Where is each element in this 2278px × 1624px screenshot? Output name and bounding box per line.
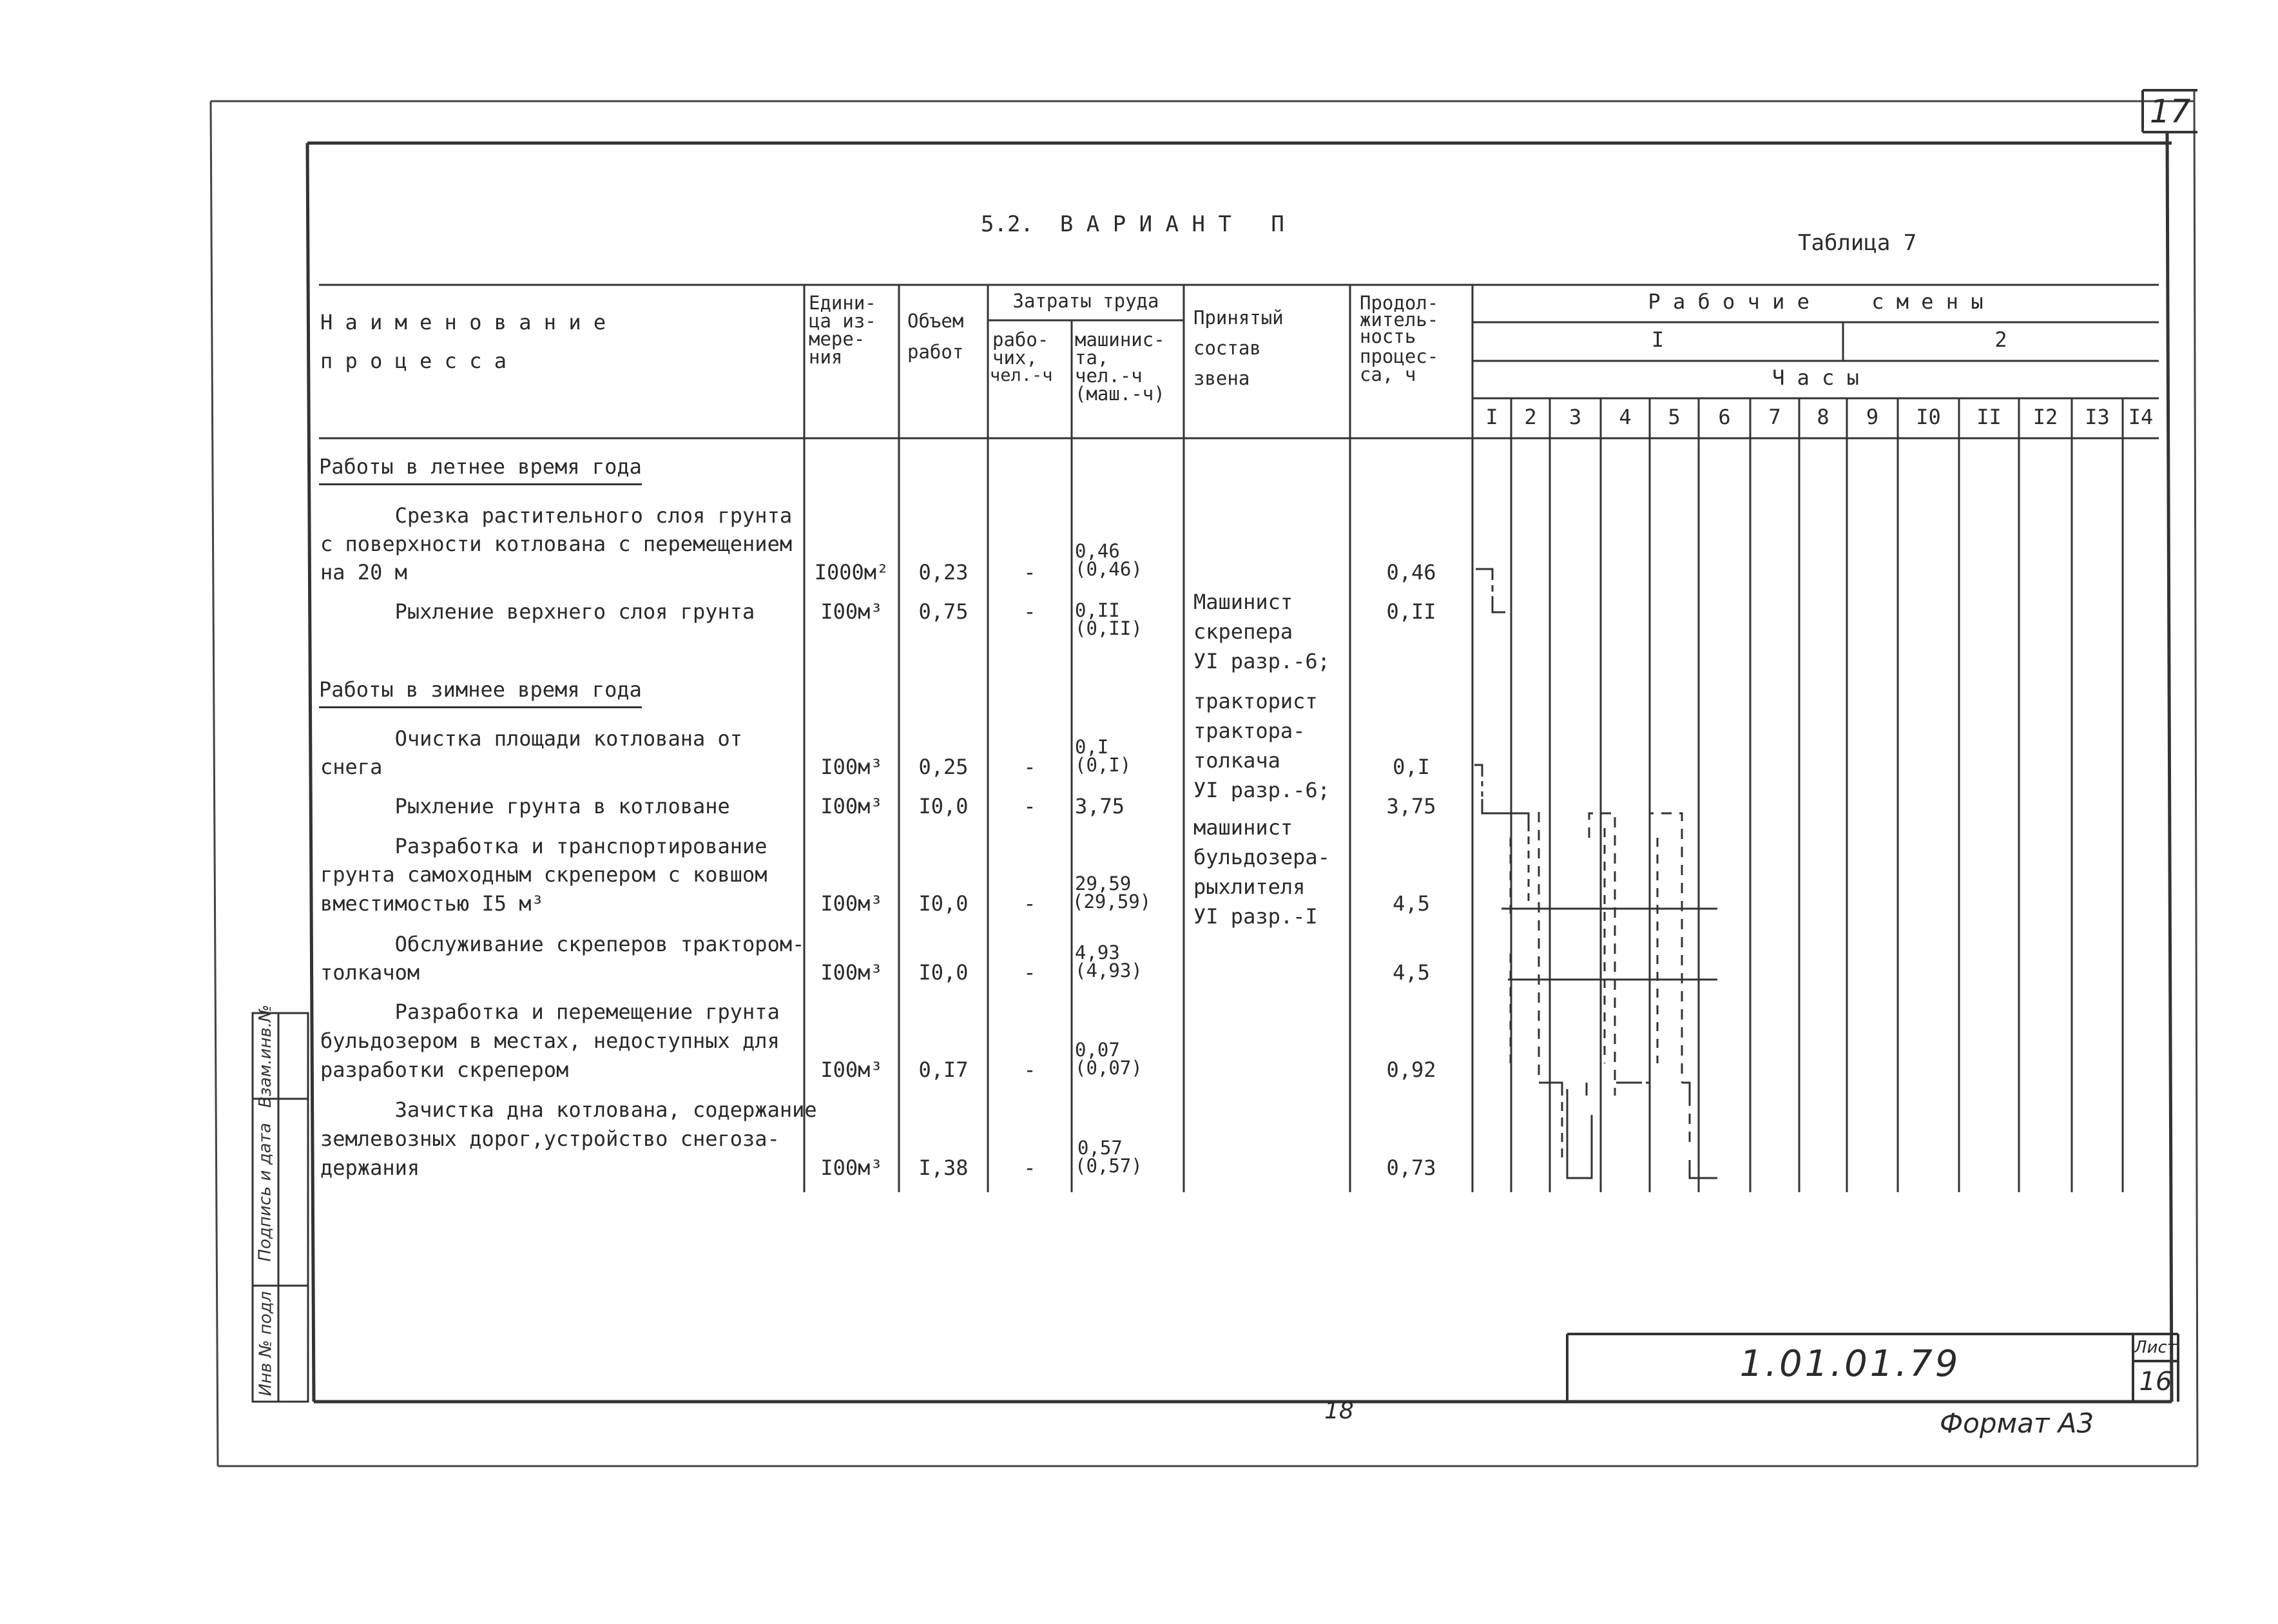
header-unit-4: ния [809,346,843,368]
header-shift-2: 2 [1994,327,2007,352]
document-code: 1.01.01.79 [1739,1343,1961,1385]
row-duration: 0,92 [1386,1058,1436,1082]
row-volume: 0,25 [918,755,969,779]
hour-number: 5 [1668,405,1681,429]
header-name-2: п р о ц е с с а [320,349,507,373]
header-workers-2: чих, [992,347,1038,369]
row-machinists: 0,II [1075,599,1120,621]
row-workers: - [1023,755,1036,779]
table-label: Таблица 7 [1798,230,1917,256]
header-machinists-4: (маш.-ч) [1075,383,1165,405]
row-volume: I0,0 [918,794,969,818]
header-crew-1: Принятый [1193,307,1284,329]
crew-line: УI разр.-I [1193,904,1318,929]
row-workers: - [1023,794,1036,818]
row-duration: 0,73 [1386,1155,1436,1180]
row-name-line: Разработка и перемещение грунта [320,1000,780,1024]
row-name-line: Зачистка дна котлована, содержание [320,1097,817,1122]
row-machinists: (4,93) [1075,960,1143,981]
row-workers: - [1023,1155,1036,1180]
row-machinists: 0,46 [1075,540,1120,562]
header-labor-group: Затраты труда [1012,290,1159,312]
stamp-replacement-inv [253,1004,278,1108]
header-unit-3: мере- [809,328,865,350]
row-machinists: (0,46) [1075,558,1143,580]
row-machinists: 0,57 [1077,1137,1123,1159]
hour-number: 3 [1569,405,1582,429]
crew-line: трактора- [1193,719,1306,743]
row-workers: - [1023,560,1036,585]
header-duration-3: ность [1360,325,1416,347]
row-name-line: снега [320,755,383,779]
row-duration: 4,5 [1393,960,1430,985]
row-duration: 4,5 [1393,891,1430,916]
row-workers: - [1023,599,1036,624]
hour-number: I2 [2032,405,2058,429]
row-volume: 0,23 [918,560,969,585]
crew-line: УI разр.-6; [1193,649,1330,673]
row-name-line: разработки скрепером [320,1058,569,1082]
row-duration: 0,I [1393,755,1430,779]
row-volume: I,38 [918,1155,969,1180]
hour-number: 7 [1768,405,1781,429]
row-name-line: Срезка растительного слоя грунта [320,503,793,528]
row-machinists: (0,07) [1075,1057,1143,1079]
row-name-line: Очистка площади котлована от [320,726,743,751]
stamp-replacement-inv-label: Взам.инв.№ [256,1004,275,1108]
header-duration-1: Продол- [1360,292,1439,314]
row-unit: I00м³ [820,1058,883,1082]
row-unit: I00м³ [820,599,883,624]
row-name-line: грунта самоходным скрепером с ковшом [320,862,767,887]
hour-number: I [1485,405,1498,429]
row-unit: I00м³ [820,960,883,985]
hour-number: I4 [2128,405,2154,429]
crew-line: бульдозера- [1193,845,1330,869]
hour-number: 2 [1524,405,1537,429]
header-volume-1: Объем [907,310,964,332]
header-workers-1: рабо- [992,329,1049,351]
sheet-label: Лист [2134,1338,2177,1357]
header-unit-2: ца из- [809,310,876,332]
hour-number: 8 [1817,405,1829,429]
crew-line: рыхлителя [1193,875,1306,899]
stamp-inv-no [253,1286,278,1402]
header-duration-5: са, ч [1360,363,1416,385]
hour-number: 9 [1866,405,1879,429]
row-machinists: 29,59 [1075,873,1132,894]
row-duration: 3,75 [1386,794,1436,818]
row-unit: I00м³ [820,794,883,818]
row-name-line: Рыхление верхнего слоя грунта [320,599,755,624]
row-name-line: на 20 м [320,560,407,585]
stamp-signature-date [253,1099,278,1286]
page-title: 5.2. В А Р И А Н Т П [981,211,1284,237]
row-machinists: 0,I [1075,736,1109,758]
format-label: Формат А3 [1940,1407,2094,1439]
row-duration: 0,46 [1386,560,1436,585]
hour-number: 6 [1718,405,1731,429]
row-name-line: Обслуживание скреперов трактором- [320,932,805,956]
row-name-line: землевозных дорог,устройство снегоза- [320,1126,780,1151]
row-machinists: (29,59) [1072,891,1152,913]
header-shift-1: I [1651,327,1665,352]
crew-line: Машинист [1193,590,1293,614]
hour-number: II [1976,405,2002,429]
row-workers: - [1023,891,1036,916]
row-machinists: 4,93 [1075,942,1120,963]
row-unit: I00м³ [820,1155,883,1180]
crew-line: УI разр.-6; [1193,778,1330,802]
row-machinists: 0,07 [1075,1039,1120,1061]
crew-line: тракторист [1193,689,1318,713]
hour-number: I0 [1916,405,1941,429]
row-machinists: (0,57) [1075,1155,1143,1177]
row-machinists: 3,75 [1075,794,1125,818]
header-volume-2: работ [907,341,964,363]
header-hours: Ч а с ы [1772,365,1859,390]
row-name-line: бульдозером в местах, недоступных для [320,1029,780,1053]
header-shifts: Р а б о ч и е с м е н ы [1648,289,1984,314]
row-name-line: толкачом [320,960,420,985]
row-name-line: держания [320,1155,420,1180]
header-crew-2: состав [1193,337,1261,359]
row-workers: - [1023,960,1036,985]
row-name-line: вместимостью I5 м³ [320,891,544,916]
stamp-inv-no-label: Инв № подл [256,1291,275,1397]
sheet-number: 16 [2139,1367,2172,1397]
row-machinists: (0,I) [1075,754,1132,776]
row-duration: 0,II [1386,599,1436,624]
header-crew-3: звена [1193,367,1250,389]
header-machinists-1: машинис- [1075,329,1165,351]
header-duration-2: житель- [1360,309,1439,331]
header-machinists-3: чел.-ч [1075,365,1143,387]
row-unit: I00м³ [820,891,883,916]
row-volume: 0,75 [918,599,969,624]
row-workers: - [1023,1058,1036,1082]
page-number: 18 [1324,1398,1354,1424]
row-name-line: с поверхности котлована с перемещением [320,532,793,556]
row-name-line: Рыхление грунта в котловане [320,794,730,818]
section-winter: Работы в зимнее время года [319,675,642,708]
header-name-1: Н а и м е н о в а н и е [320,310,606,334]
row-unit: I00м³ [820,755,883,779]
header-unit-1: Едини- [809,292,876,314]
section-summer: Работы в летнее время года [319,452,642,485]
row-volume: 0,I7 [918,1058,969,1082]
crew-line: скрепера [1193,619,1293,644]
row-name-line: Разработка и транспортирование [320,834,767,858]
crew-line: машинист [1193,815,1293,840]
row-machinists: (0,II) [1075,617,1143,639]
hour-number: I3 [2085,405,2110,429]
crew-line: толкача [1193,748,1280,773]
header-duration-4: процес- [1360,345,1439,367]
header-workers-3: чел.-ч [990,365,1053,385]
hour-number: 4 [1619,405,1632,429]
stamp-signature-date-label: Подпись и дата [256,1123,275,1262]
row-volume: I0,0 [918,960,969,985]
header-machinists-2: та, [1075,347,1109,369]
corner-sheet-number: 17 [2149,93,2191,130]
row-unit: I000м² [814,560,889,585]
row-volume: I0,0 [918,891,969,916]
